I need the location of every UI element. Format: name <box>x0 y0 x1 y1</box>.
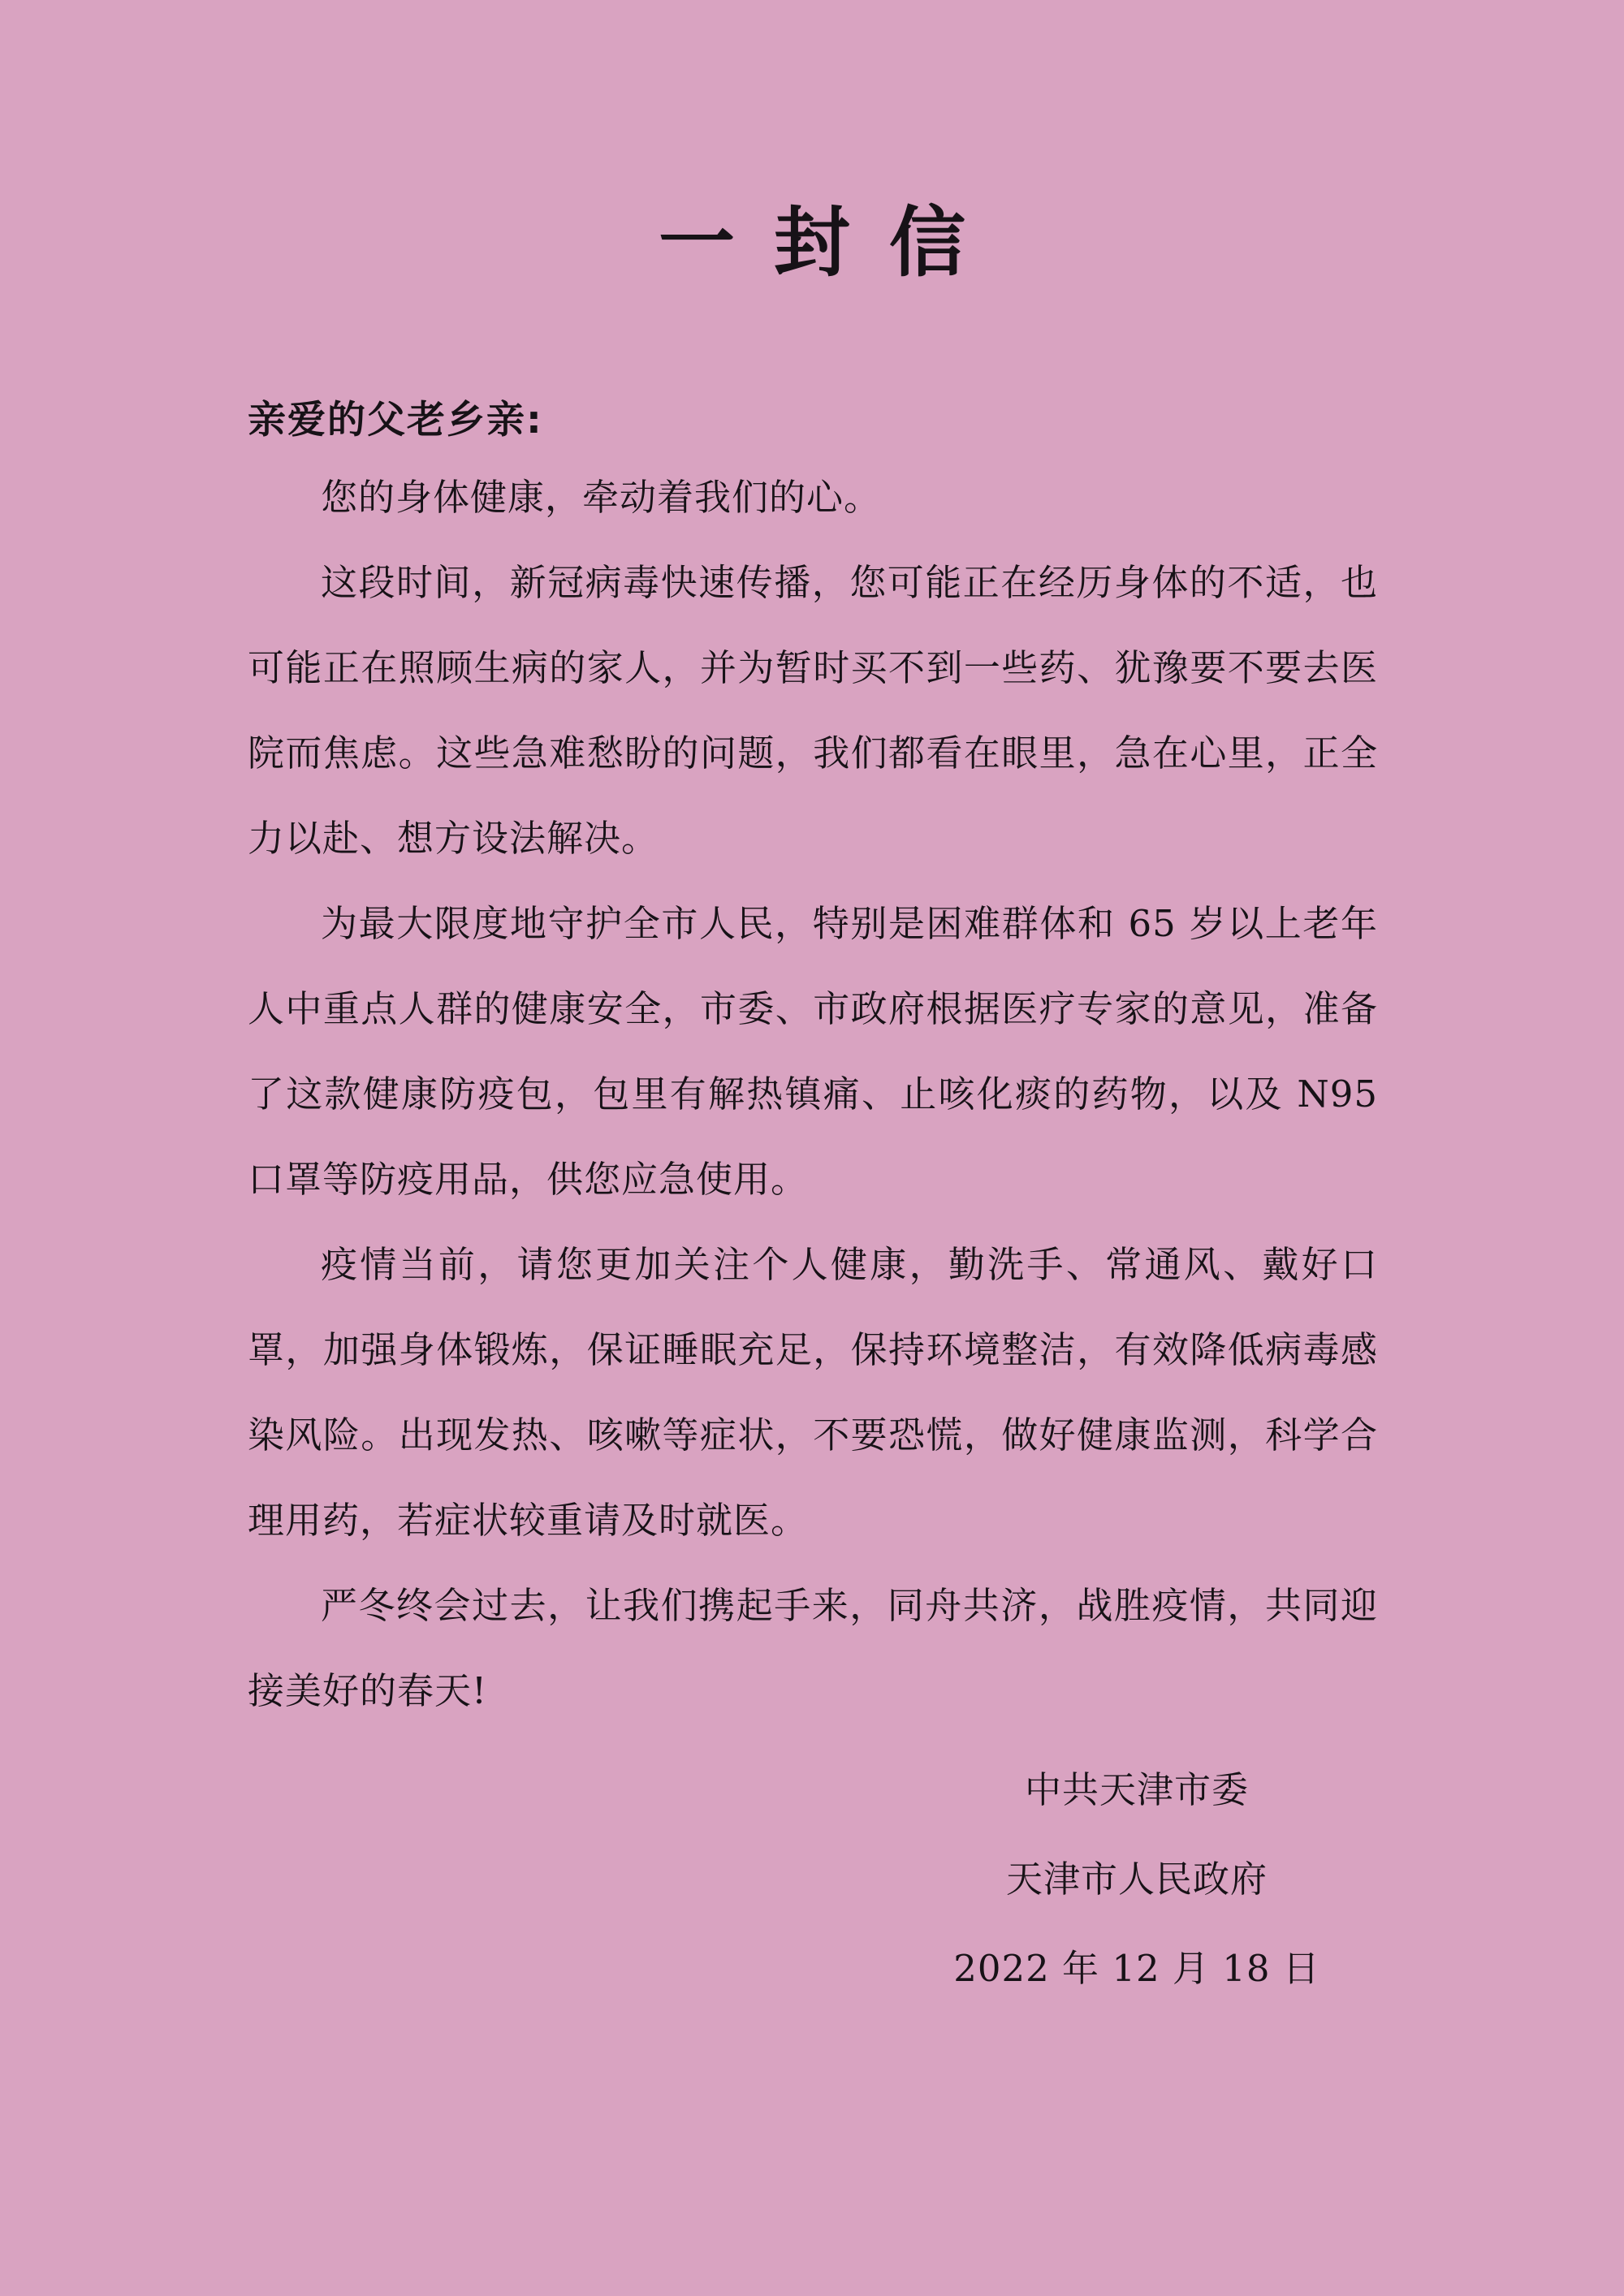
paragraph-4: 疫情当前，请您更加关注个人健康，勤洗手、常通风、戴好口罩，加强身体锻炼，保证睡眠充足，保持环境整洁，有效降低病毒感染风险。出现发热、咳嗽等症状，不要恐慌，做好健康监测，科学合理用药，若症状较重请及时就医。 <box>248 1243 1378 1542</box>
signature-date: 2022 年 12 月 18 日 <box>953 1947 1320 1990</box>
paragraph-2: 这段时间，新冠病毒快速传播，您可能正在经历身体的不适，也可能正在照顾生病的家人，并为暂时买不到一些药、犹豫要不要去医院而焦虑。这些急难愁盼的问题，我们都看在眼里，急在心里，正全力以赴、想方设法解决。 <box>248 561 1378 860</box>
paragraph-5: 严冬终会过去，让我们携起手来，同舟共济，战胜疫情，共同迎接美好的春天! <box>248 1584 1378 1712</box>
letter-title: 一封信 <box>658 199 1004 287</box>
paragraph-3: 为最大限度地守护全市人民，特别是困难群体和 65 岁以上老年人中重点人群的健康安全，市委、市政府根据医疗专家的意见，准备了这款健康防疫包，包里有解热镇痛、止咳化痰的药物，以及 N95 口罩等防疫用品，供您应急使用。 <box>248 902 1378 1201</box>
letter-body <box>248 386 1378 1733</box>
signature-block <box>893 1746 1380 2013</box>
signature-org-committee: 中共天津市委 <box>1024 1768 1249 1811</box>
salutation: 亲爱的父老乡亲: <box>248 398 543 442</box>
signature-org-government: 天津市人民政府 <box>1005 1858 1268 1901</box>
paragraph-1: 您的身体健康，牵动着我们的心。 <box>321 476 882 519</box>
